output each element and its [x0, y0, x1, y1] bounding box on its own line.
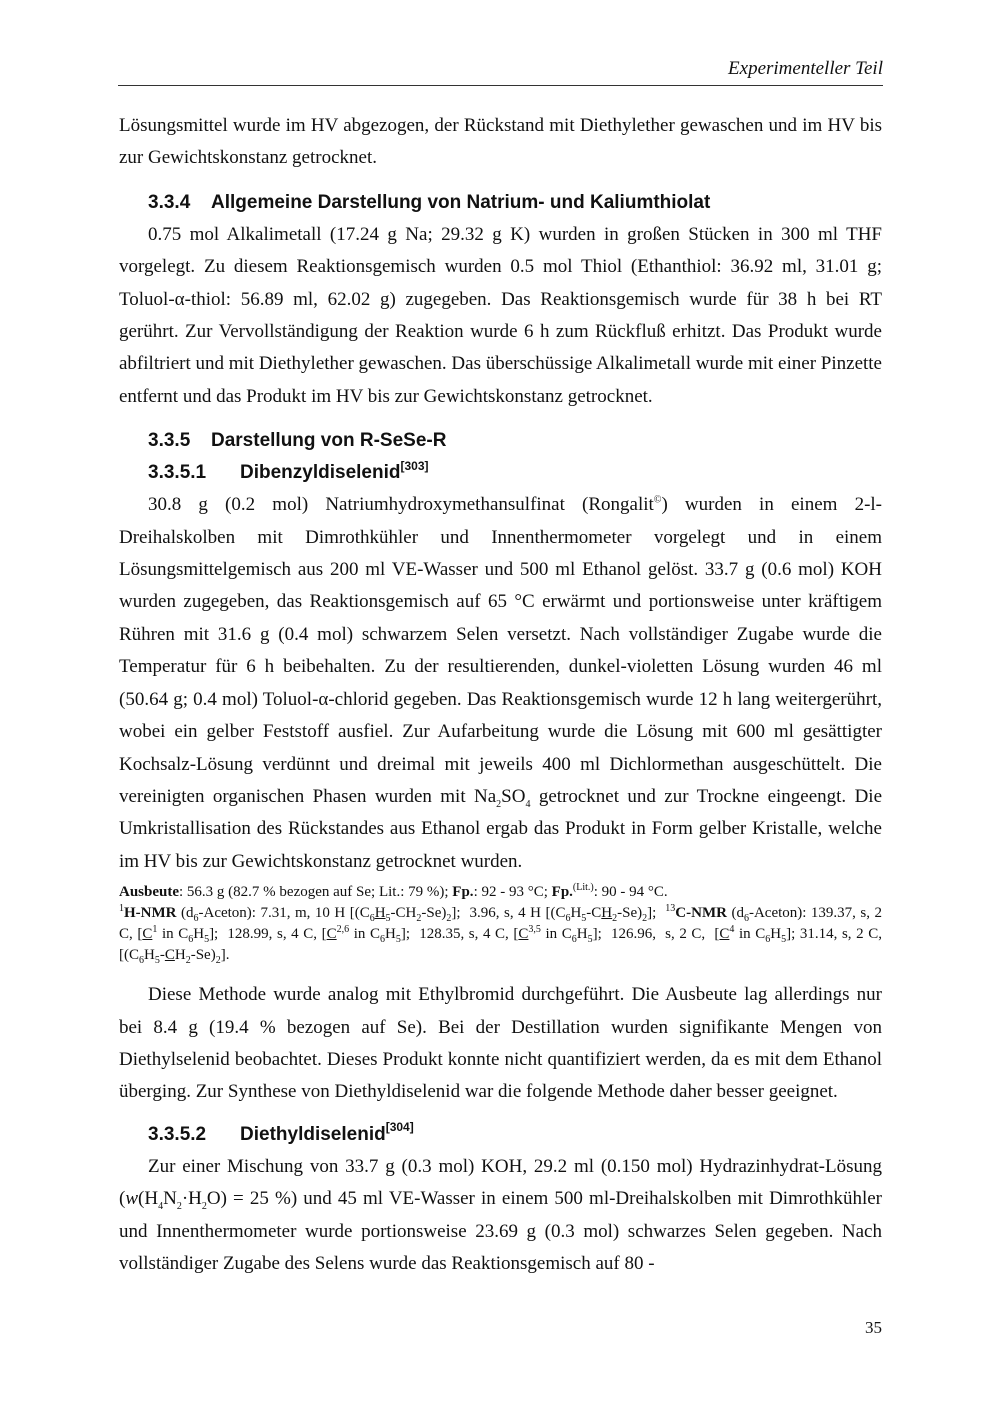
yield-line: Ausbeute: 56.3 g (82.7 % bezogen auf Se; Lit.: 79 %); Fp.: 92 - 93 °C; Fp.$^{(Lit.)}$: 90 - 94 °C.	[119, 882, 668, 901]
section-3-3-4-heading: 3.3.4 Allgemeine Darstellung von Natrium- und Kaliumthiolat	[148, 191, 711, 213]
analog-paragraph: Diese Methode wurde analog mit Ethylbromid durchgeführt. Die Ausbeute lag allerdings nur bei 8.4 g (19.4 % bezogen auf Se). Bei der Destillation wurden signifikante Mengen von Diethylselenid beobachtet. Dieses Produkt konnte nicht quantifiziert werden, da es mit dem Ethanol überging. Zur Synthese von Diethyldiselenid war die folgende Methode daher besser geeignet.	[119, 984, 882, 1103]
page-number: 35	[865, 1318, 882, 1337]
page-content	[119, 110, 882, 1280]
citation-ref: [304]	[385, 1120, 414, 1135]
section-3-3-5-2-text: Zur einer Mischung von 33.7 g (0.3 mol) KOH, 29.2 ml (0.150 mol) Hydrazinhydrat-Lösung ($w(H_4N_2\cdot H_2O) = 25$ %) und 45 ml VE-Wasser in einem 500 ml-Dreihalskolben mit Dimrothkühler und Innenthermometer wurde portionsweise 23.69 g (0.3 mol) schwarzes Selen gegeben. Nach vollständiger Zugabe des Selens wurde das Reaktionsgemisch auf 80 -	[119, 1155, 882, 1274]
section-3-3-5-1-text: 30.8 g (0.2 mol) Natriumhydroxymethansulfinat (Rongalit©) wurden in einem 2-l-Dreihalskolben mit Dimrothkühler und Innenthermometer vorgelegt und in einem Lösungsmittelgemisch aus 200 ml VE-Wasser und 500 ml Ethanol gelöst. 33.7 g (0.6 mol) KOH wurden zugegeben, das Reaktionsgemisch auf 65 °C erwärmt und portionsweise unter kräftigem Rühren mit 31.6 g (0.4 mol) schwarzem Selen versetzt. Nach vollständiger Zugabe wurde die Temperatur für 6 h beibehalten. Zu der resultierenden, dunkel-violetten Lösung wurden 46 ml (50.64 g; 0.4 mol) Toluol-α-chlorid gegeben. Das Reaktionsgemisch wurde 12 h lang weitergerührt, wobei ein gelber Feststoff ausfiel. Zur Aufarbeitung wurde die Lösung mit 600 ml gesättigter Kochsalz-Lösung verdünnt und dreimal mit jeweils 400 ml Dichlormethan ausgeschüttelt. Die vereinigten organischen Phasen wurden mit $Na_2SO_4$ getrocknet und zur Trockne eingeengt. Die Umkristallisation des Rückstandes aus Ethanol ergab das Produkt in Form gelber Kristalle, welche im HV bis zur Gewichtskonstanz getrocknet wurden.	[119, 494, 883, 872]
running-head: Experimenteller Teil	[728, 58, 883, 79]
header-rule	[118, 85, 883, 86]
section-3-3-5-heading: 3.3.5 Darstellung von R-SeSe-R	[148, 430, 447, 452]
section-3-3-4-text: 0.75 mol Alkalimetall (17.24 g Na; 29.32 g K) wurden in großen Stücken in 300 ml THF vorgelegt. Zu diesem Reaktionsgemisch wurden 0.5 mol Thiol (Ethanthiol: 36.92 ml, 31.01 g; Toluol-α-thiol: 56.89 ml, 62.02 g) zugegeben. Das Reaktionsgemisch wurde für 38 h bei RT gerührt. Zur Vervollständigung der Reaktion wurde 6 h zum Rückfluß erhitzt. Das Produkt wurde abfiltriert und mit Diethylether gewaschen. Das überschüssige Alkalimetall wurde mit einer Pinzette entfernt und das Produkt im HV bis zur Gewichtskonstanz getrocknet.	[119, 223, 882, 407]
citation-ref: [303]	[400, 458, 429, 473]
section-3-3-5-2-heading: 3.3.5.2 Diethyldiselenid[304]	[148, 1120, 414, 1145]
section-3-3-5-1-heading: 3.3.5.1 Dibenzyldiselenid[303]	[148, 458, 429, 484]
intro-paragraph: Lösungsmittel wurde im HV abgezogen, der Rückstand mit Diethylether gewaschen und im HV bis zur Gewichtskonstanz getrocknet.	[119, 115, 882, 169]
nmr-data: $^1$H-NMR $(d_6-Aceton)$: 7.31, m, 10 H $[(C_6H_5-CH_2-Se)_2]$; 3.96, s, 4 H $[(C_6H_5-CH_2-Se)_2]$; $^{13}$C-NMR $(d_6-Aceton)$: 139.37, s, 2 C, [$C^1$ in $C_6H_5$]; 128.99, s, 4 C, [$C^{2,6}$ in $C_6H_5$]; 128.35, s, 4 C, [$C^{3,5}$ in $C_6H_5$]; 126.96, s, 2 C, [$C^4$ in $C_6H_5$]; 31.14, s, 2 C, $[(C_6H_5-CH_2-Se)_2]$.	[119, 903, 883, 967]
